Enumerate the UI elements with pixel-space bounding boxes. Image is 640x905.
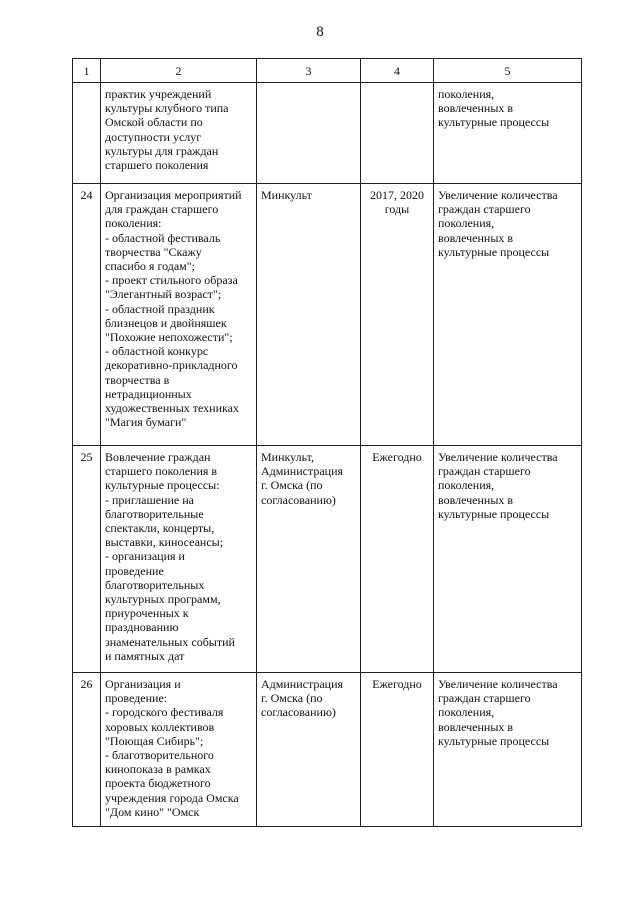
result-cell: Увеличение количества граждан старшего поколения, вовлеченных в культурные процессы <box>434 446 582 673</box>
period-cell: 2017, 2020 годы <box>361 184 434 446</box>
activity-cell: Организация и проведение: - городского фестиваля хоровых коллективов "Поющая Сибирь"; - благотворительного кинопоказа в рамках проекта бюджетного учреждения города Омска "Дом кино" "Омск <box>101 673 257 827</box>
executor-cell: Минкульт <box>257 184 361 446</box>
result-cell: поколения, вовлеченных в культурные процессы <box>434 83 582 184</box>
page-number: 8 <box>316 24 324 40</box>
activity-cell: Вовлечение граждан старшего поколения в культурные процессы: - приглашение на благотворительные спектакли, концерты, выставки, киносеансы; - организация и проведение благотворительных культурных программ, приуроченных к празднованию знаменательных событий и памятных дат <box>101 446 257 673</box>
column-header-5: 5 <box>434 59 582 83</box>
column-header-1: 1 <box>73 59 101 83</box>
executor-cell: Минкульт, Администрация г. Омска (по согласованию) <box>257 446 361 673</box>
row-number <box>73 83 101 184</box>
table-row-26 <box>73 673 582 827</box>
period-cell: Ежегодно <box>361 673 434 827</box>
column-header-4: 4 <box>361 59 434 83</box>
measures-table <box>72 58 582 827</box>
table-row-25 <box>73 446 582 673</box>
result-cell: Увеличение количества граждан старшего поколения, вовлеченных в культурные процессы <box>434 673 582 827</box>
table-row-continued <box>73 83 582 184</box>
executor-cell: Администрация г. Омска (по согласованию) <box>257 673 361 827</box>
period-cell <box>361 83 434 184</box>
row-number: 25 <box>73 446 101 673</box>
table-row-24 <box>73 184 582 446</box>
activity-cell: практик учреждений культуры клубного типа Омской области по доступности услуг культуры для граждан старшего поколения <box>101 83 257 184</box>
row-number: 24 <box>73 184 101 446</box>
activity-cell: Организация мероприятий для граждан старшего поколения: - областной фестиваль творчества "Скажу спасибо я годам"; - проект стильного образа "Элегантный возраст"; - областной праздник близнецов и двойняшек "Похожие непохожести"; - областной конкурс декоративно-прикладного творчества в нетрадиционных художественных техниках "Магия бумаги" <box>101 184 257 446</box>
executor-cell <box>257 83 361 184</box>
period-cell: Ежегодно <box>361 446 434 673</box>
column-header-3: 3 <box>257 59 361 83</box>
row-number: 26 <box>73 673 101 827</box>
column-header-2: 2 <box>101 59 257 83</box>
result-cell: Увеличение количества граждан старшего поколения, вовлеченных в культурные процессы <box>434 184 582 446</box>
table-header-row <box>73 59 582 83</box>
